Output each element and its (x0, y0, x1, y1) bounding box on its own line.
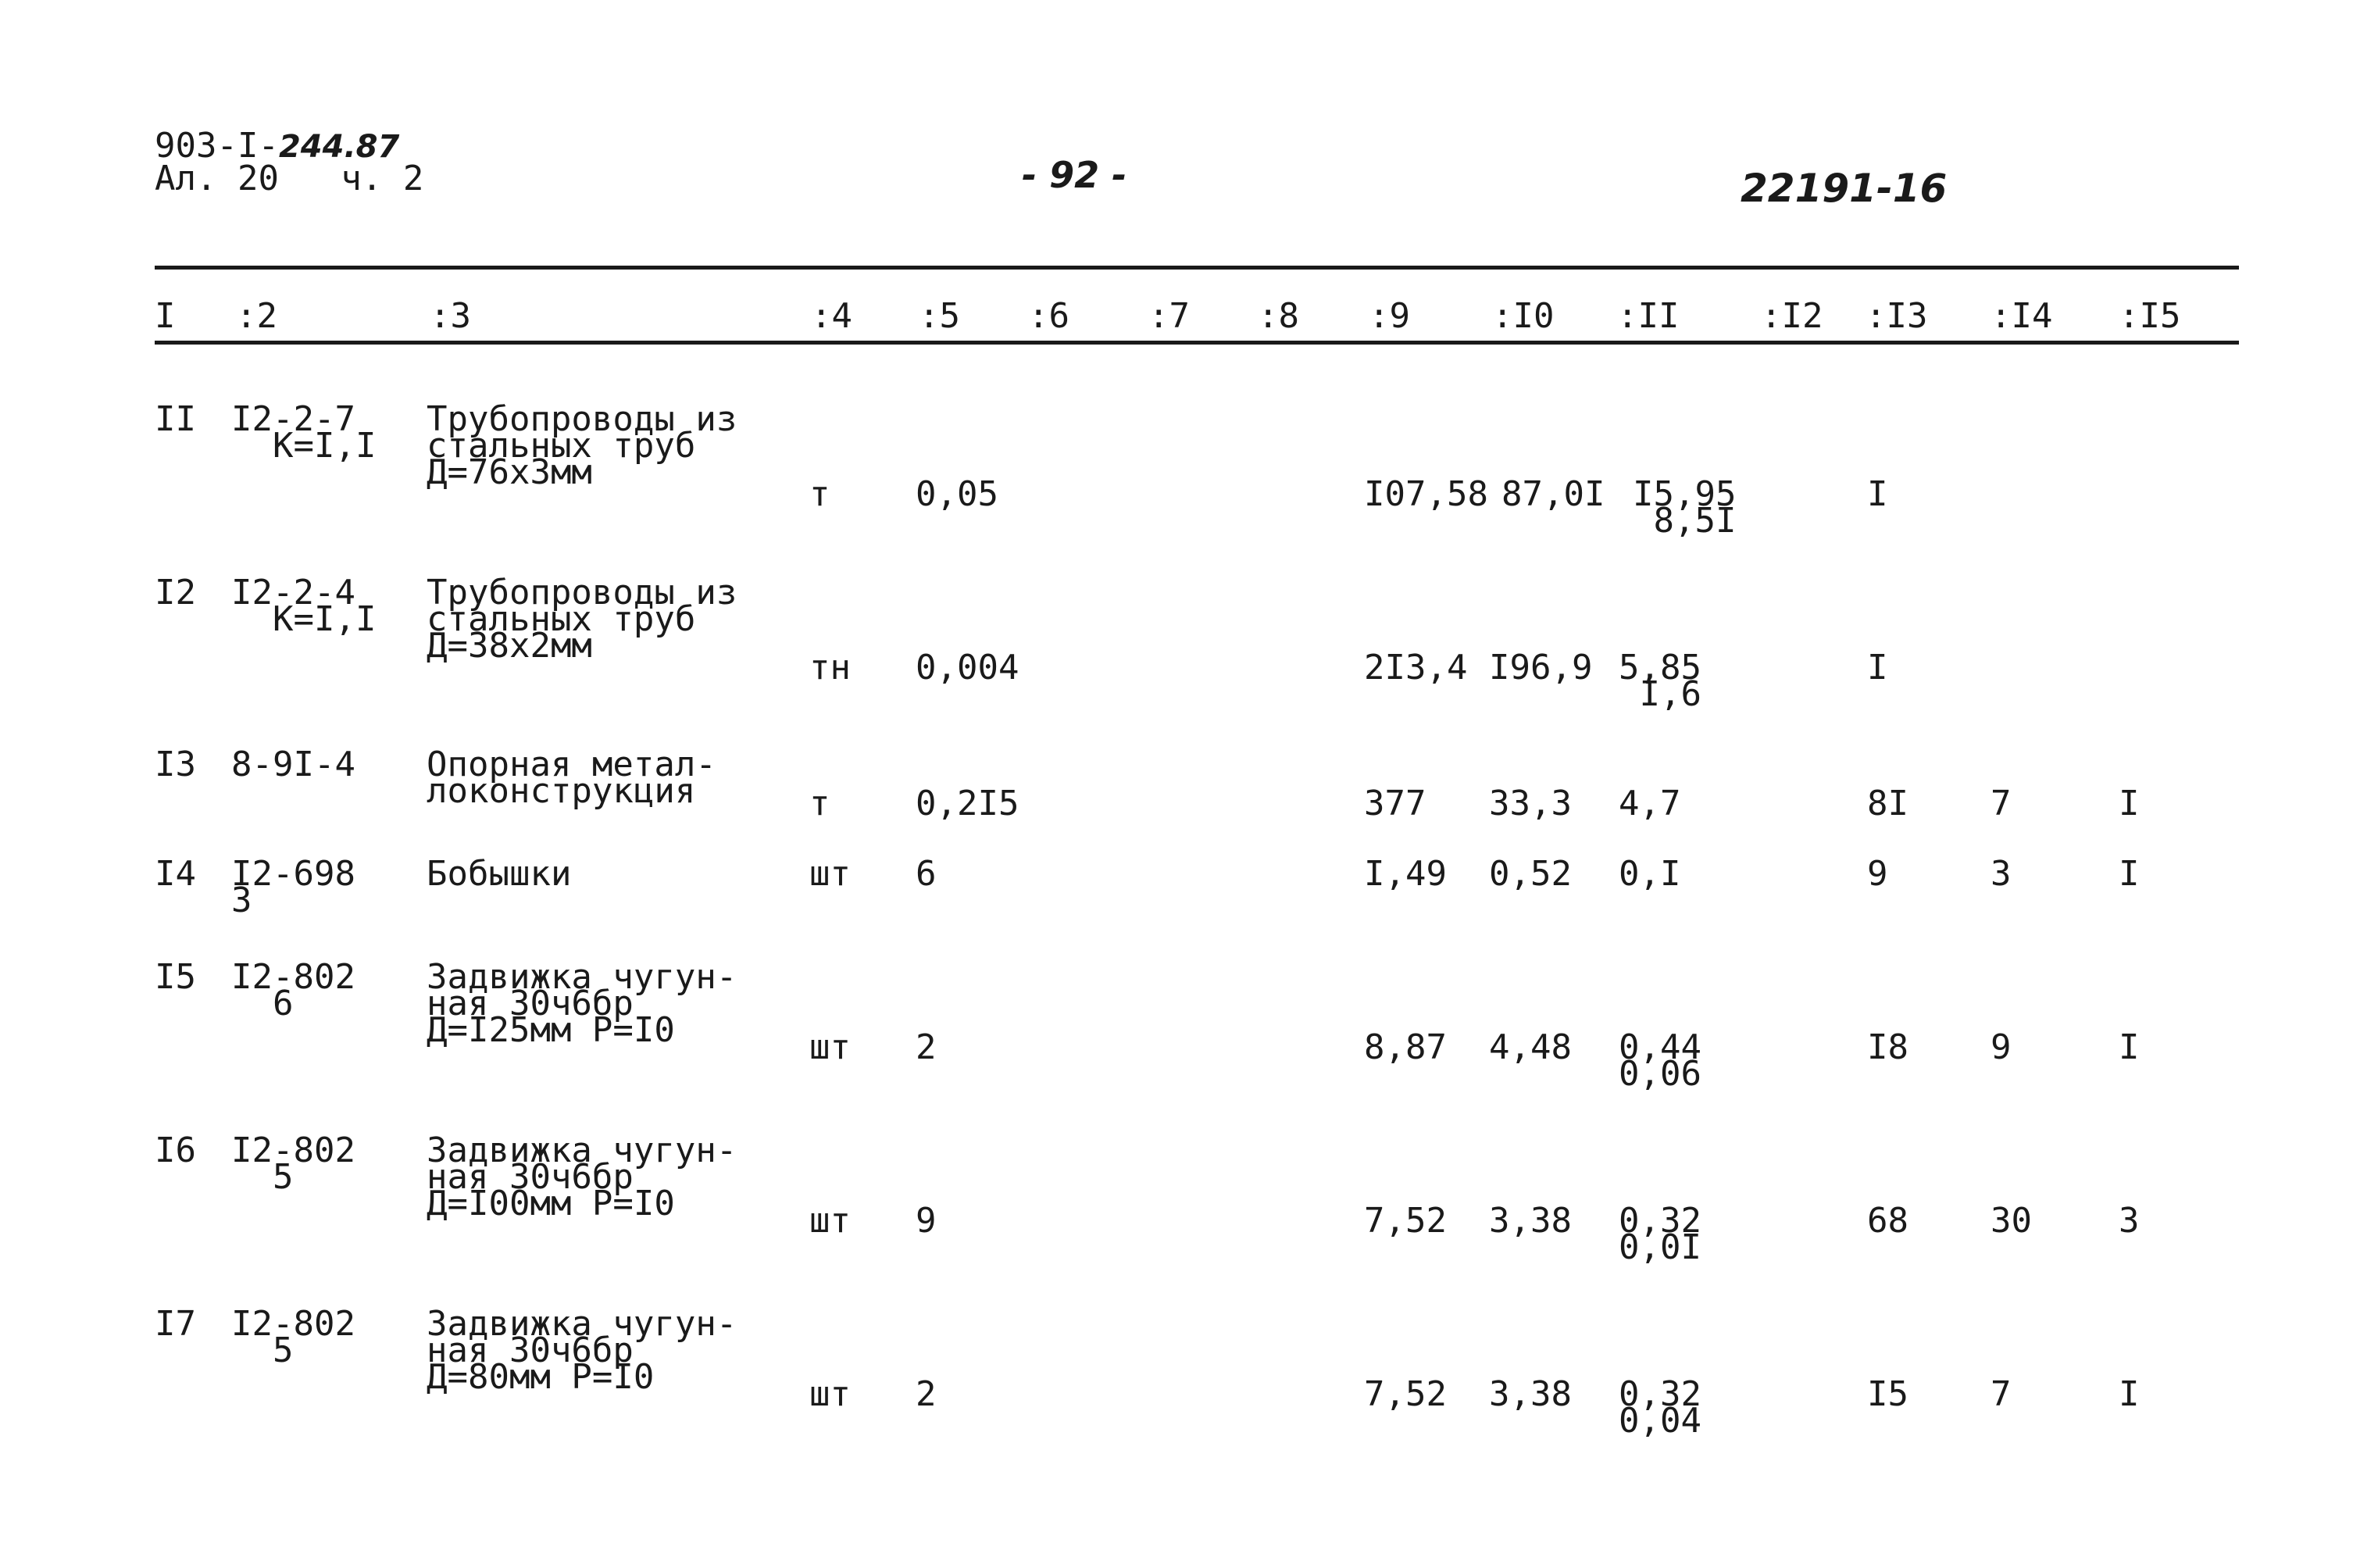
column-header-12: :I2 (1761, 296, 1823, 336)
column-header-13: :I3 (1866, 296, 1928, 336)
row-col10: 3,38 (1489, 1201, 1572, 1241)
row-unit: т (809, 474, 830, 514)
row-number: I6 (155, 1130, 196, 1170)
row-col10: 33,3 (1489, 784, 1572, 823)
row-unit: шт (809, 854, 851, 894)
row-col15: 3 (2119, 1201, 2140, 1241)
row-col9: 377 (1364, 784, 1426, 823)
row-col10: 87,0I (1501, 474, 1605, 514)
row-col13: I (1867, 474, 1888, 514)
row-name: Опорная метал- локонструкция (427, 745, 716, 811)
row-col14: 7 (1991, 784, 2012, 823)
page-number: - 92 - (1022, 154, 1127, 196)
album-part: Ал. 20 ч. 2 (155, 159, 424, 198)
row-number: I2 (155, 573, 196, 613)
row-code: I2-802 5 (231, 1130, 355, 1197)
row-col11: 0,44 0,06 (1619, 1027, 1701, 1094)
table-top-rule (155, 266, 2239, 270)
column-header-6: :6 (1028, 296, 1069, 336)
row-col15: I (2119, 784, 2140, 823)
column-header-7: :7 (1148, 296, 1190, 336)
row-name: Задвижка чугун- ная 30ч6бр Д=I25мм Р=I0 (427, 957, 737, 1050)
row-col10: 4,48 (1489, 1027, 1572, 1067)
row-col13: 9 (1867, 854, 1888, 894)
row-col11: 0,32 0,04 (1619, 1374, 1701, 1441)
row-unit: шт (809, 1027, 851, 1067)
row-name: Задвижка чугун- ная 30ч6бр Д=I00мм Р=I0 (427, 1130, 737, 1223)
column-header-4: :4 (811, 296, 852, 336)
row-col13: I8 (1867, 1027, 1908, 1067)
column-header-5: :5 (919, 296, 960, 336)
row-col14: 9 (1991, 1027, 2012, 1067)
row-unit: шт (809, 1374, 851, 1414)
row-quantity: 6 (916, 854, 937, 894)
column-header-2: :2 (236, 296, 277, 336)
row-col10: 0,52 (1489, 854, 1572, 894)
row-name: Трубопроводы из стальных труб Д=38х2мм (427, 573, 737, 666)
column-header-11: :II (1617, 296, 1680, 336)
column-header-10: :I0 (1492, 296, 1555, 336)
row-col13: I5 (1867, 1374, 1908, 1414)
column-header-1: I (155, 296, 176, 336)
row-col9: 7,52 (1364, 1201, 1447, 1241)
row-quantity: 0,004 (916, 648, 1019, 688)
row-unit: шт (809, 1201, 851, 1241)
row-col11: 0,32 0,0I (1619, 1201, 1701, 1267)
row-unit: тн (809, 648, 851, 688)
document-code-handwritten: 244.87 (278, 129, 400, 165)
row-code: I2-2-4 K=I,I (231, 573, 377, 639)
row-number: I5 (155, 957, 196, 997)
row-col9: I07,58 (1364, 474, 1488, 514)
column-header-15: :I5 (2119, 296, 2181, 336)
row-col13: 8I (1867, 784, 1908, 823)
document-number: 22191-16 (1741, 166, 1948, 211)
row-col11: I5,95 8,5I (1633, 474, 1737, 541)
row-col14: 30 (1991, 1201, 2032, 1241)
row-col14: 3 (1991, 854, 2012, 894)
document-code-printed: 903-I- (155, 126, 279, 166)
row-col15: I (2119, 854, 2140, 894)
row-code: I2-698 3 (231, 854, 355, 920)
column-header-8: :8 (1258, 296, 1299, 336)
row-col11: 4,7 (1619, 784, 1681, 823)
row-name: Трубопроводы из стальных труб Д=76х3мм (427, 399, 737, 492)
row-col15: I (2119, 1374, 2140, 1414)
row-unit: т (809, 784, 830, 823)
column-header-14: :I4 (1991, 296, 2053, 336)
row-number: II (155, 399, 196, 439)
row-number: I3 (155, 745, 196, 784)
row-col9: 7,52 (1364, 1374, 1447, 1414)
row-col13: 68 (1867, 1201, 1908, 1241)
row-col14: 7 (1991, 1374, 2012, 1414)
row-quantity: 9 (916, 1201, 937, 1241)
row-col11: 0,I (1619, 854, 1681, 894)
row-col9: 2I3,4 (1364, 648, 1468, 688)
column-header-9: :9 (1369, 296, 1410, 336)
column-header-3: :3 (430, 296, 471, 336)
row-code: 8-9I-4 (231, 745, 355, 784)
row-code: I2-802 5 (231, 1304, 355, 1370)
row-name: Задвижка чугун- ная 30ч6бр Д=80мм Р=I0 (427, 1304, 737, 1397)
row-name: Бобышки (427, 854, 572, 894)
row-col11: 5,85 I,6 (1619, 648, 1701, 714)
row-number: I7 (155, 1304, 196, 1344)
row-col10: 3,38 (1489, 1374, 1572, 1414)
row-quantity: 2 (916, 1027, 937, 1067)
row-code: I2-2-7 K=I,I (231, 399, 377, 466)
table-header-rule (155, 341, 2239, 345)
row-col13: I (1867, 648, 1888, 688)
row-quantity: 0,05 (916, 474, 998, 514)
row-quantity: 0,2I5 (916, 784, 1019, 823)
row-code: I2-802 6 (231, 957, 355, 1023)
row-col10: I96,9 (1489, 648, 1593, 688)
row-col15: I (2119, 1027, 2140, 1067)
document-code (155, 126, 400, 166)
row-number: I4 (155, 854, 196, 894)
row-col9: I,49 (1364, 854, 1447, 894)
row-quantity: 2 (916, 1374, 937, 1414)
row-col9: 8,87 (1364, 1027, 1447, 1067)
